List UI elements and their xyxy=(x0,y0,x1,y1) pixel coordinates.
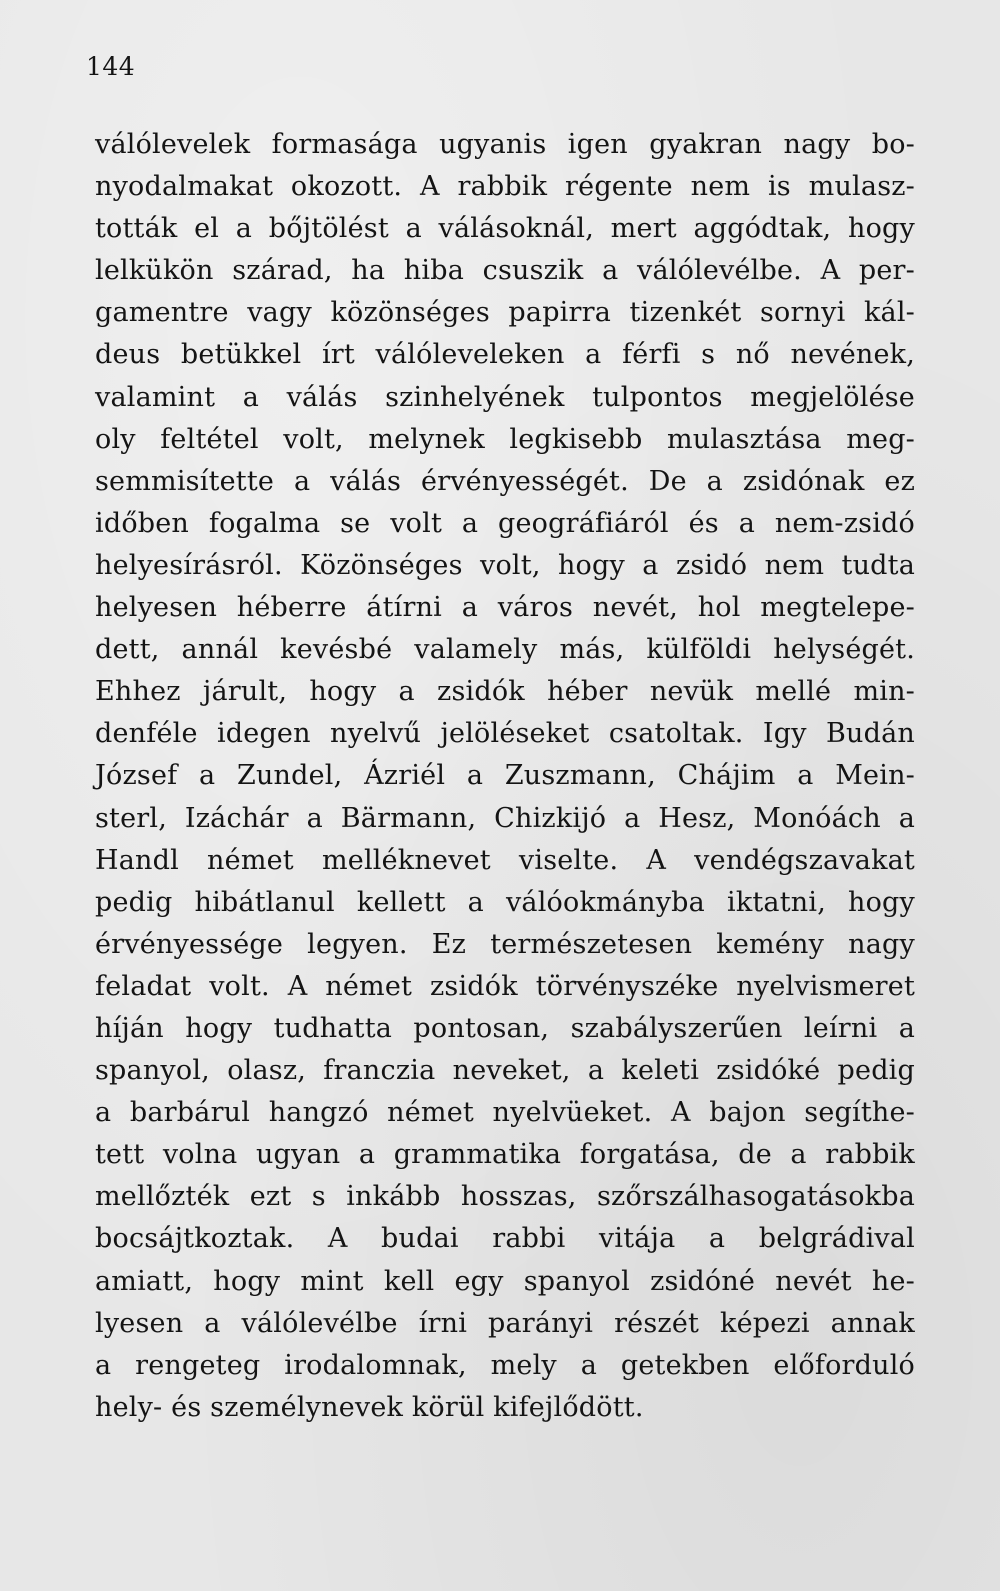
text-line: időben fogalma se volt a geográfiáról és a nem-zsidó xyxy=(95,507,915,539)
page-number: 144 xyxy=(86,52,136,81)
text-line: sterl, Izáchár a Bärmann, Chizkijó a Hesz, Monóách a xyxy=(95,802,915,834)
text-line: tották el a bőjtölést a válásoknál, mert aggódtak, hogy xyxy=(95,213,915,245)
text-line: pedig hibátlanul kellett a válóokmányba iktatni, hogy xyxy=(95,886,915,918)
text-line: valamint a válás szinhelyének tulpontos megjelölése xyxy=(95,381,915,413)
text-line: érvényessége legyen. Ez természetesen kemény nagy xyxy=(95,928,915,960)
text-line: a barbárul hangzó német nyelvüeket. A bajon segíthe- xyxy=(95,1097,915,1129)
text-line: Handl német melléknevet viselte. A vendégszavakat xyxy=(95,844,915,876)
text-line: mellőzték ezt s inkább hosszas, szőrszálhasogatásokba xyxy=(95,1181,915,1213)
text-line: Ehhez járult, hogy a zsidók héber nevük mellé min- xyxy=(95,676,915,708)
text-line: tett volna ugyan a grammatika forgatása, de a rabbik xyxy=(95,1139,915,1171)
text-line: lelkükön szárad, ha hiba csuszik a válólevélbe. A per- xyxy=(95,255,915,287)
text-line: feladat volt. A német zsidók törvényszéke nyelvismeret xyxy=(95,970,915,1002)
text-line: semmisítette a válás érvényességét. De a zsidónak ez xyxy=(95,465,915,497)
text-line: válólevelek formasága ugyanis igen gyakran nagy bo- xyxy=(95,129,915,160)
text-line: híján hogy tudhatta pontosan, szabályszerűen leírni a xyxy=(95,1012,915,1044)
text-line: deus betükkel írt válóleveleken a férfi s nő nevének, xyxy=(95,339,915,371)
text-line-last: hely- és személynevek körül kifejlődött. xyxy=(95,1391,644,1423)
text-line: lyesen a válólevélbe írni parányi részét képezi annak xyxy=(95,1307,915,1339)
text-line: denféle idegen nyelvű jelöléseket csatoltak. Igy Budán xyxy=(95,718,915,750)
text-line: oly feltétel volt, melynek legkisebb mulasztása meg- xyxy=(95,423,915,455)
text-line: bocsájtkoztak. A budai rabbi vitája a belgrádival xyxy=(95,1223,915,1255)
text-line: dett, annál kevésbé valamely más, külföldi helységét. xyxy=(95,634,915,666)
text-line: amiatt, hogy mint kell egy spanyol zsidóné nevét he- xyxy=(95,1265,915,1297)
body-text xyxy=(95,124,915,1429)
text-line: gamentre vagy közönséges papirra tizenkét sornyi kál- xyxy=(95,297,915,329)
text-line: József a Zundel, Ázriél a Zuszmann, Chájim a Mein- xyxy=(95,760,915,792)
text-line: helyesírásról. Közönséges volt, hogy a zsidó nem tudta xyxy=(95,549,915,581)
text-line: nyodalmakat okozott. A rabbik régente nem is mulasz- xyxy=(95,171,915,203)
text-line: spanyol, olasz, franczia neveket, a keleti zsidóké pedig xyxy=(95,1055,915,1087)
text-line: a rengeteg irodalomnak, mely a getekben előforduló xyxy=(95,1349,915,1381)
text-line: helyesen héberre átírni a város nevét, hol megtelepe- xyxy=(95,592,915,624)
